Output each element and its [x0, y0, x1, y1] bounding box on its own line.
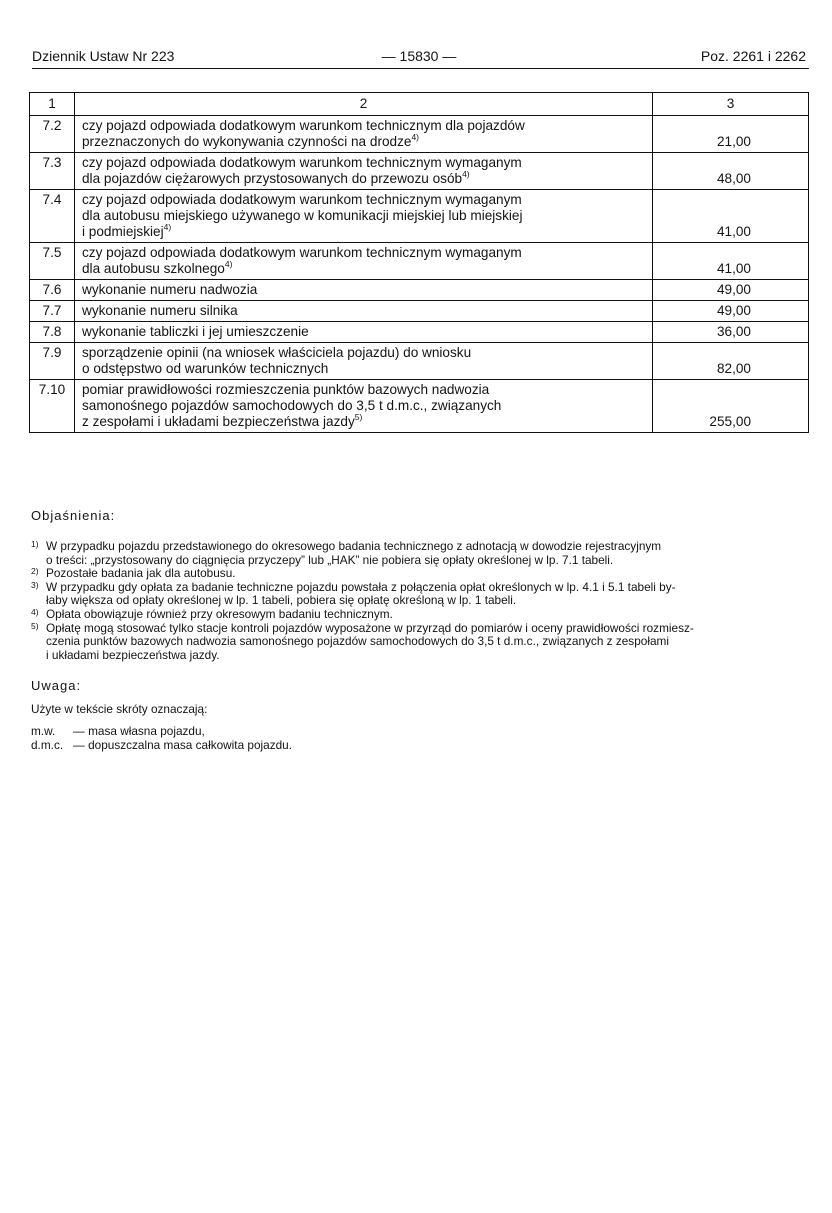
description-line: dla autobusu miejskiego używanego w komunikacji miejskiej lub miejskiej [82, 208, 523, 223]
table-row [30, 322, 809, 343]
row-fee: 49,00 [653, 280, 809, 301]
row-number: 7.7 [30, 301, 75, 322]
fee-table [29, 92, 809, 433]
footnote [31, 608, 811, 622]
abbreviation-list [31, 724, 811, 752]
description-line [82, 134, 646, 150]
footnote [31, 581, 811, 608]
row-number: 7.3 [30, 153, 75, 190]
row-description [75, 243, 653, 280]
row-number: 7.8 [30, 322, 75, 343]
page-number: — 15830 — [381, 48, 457, 64]
description-line: o odstępstwo od warunków technicznych [82, 361, 329, 376]
description-text: dla pojazdów ciężarowych przystosowanych do przewozu osób [82, 171, 463, 186]
footnote-mark: 4) [31, 606, 39, 617]
row-fee: 41,00 [653, 243, 809, 280]
description-line: wykonanie numeru nadwozia [82, 282, 258, 297]
position-reference: Poz. 2261 i 2262 [700, 48, 806, 64]
row-number: 7.5 [30, 243, 75, 280]
row-description [75, 343, 653, 380]
description-text: dla autobusu szkolnego [82, 261, 225, 276]
row-number: 7.10 [30, 380, 75, 433]
row-description [75, 116, 653, 153]
table-header-row [30, 93, 809, 116]
description-line [82, 261, 646, 277]
table-row [30, 153, 809, 190]
row-description [75, 301, 653, 322]
table-row [30, 243, 809, 280]
description-line [82, 171, 646, 187]
table-row [30, 190, 809, 243]
description-line: czy pojazd odpowiada dodatkowym warunkom technicznym wymaganym [82, 155, 522, 170]
row-number: 7.4 [30, 190, 75, 243]
footnote-line: W przypadku pojazdu przedstawionego do okresowego badania technicznego z adnotacją w dowodzie rejestracyjnym [46, 539, 662, 553]
row-description [75, 153, 653, 190]
table-row [30, 343, 809, 380]
abbreviations-intro: Użyte w tekście skróty oznaczają: [31, 702, 208, 717]
journal-title: Dziennik Ustaw Nr 223 [32, 48, 175, 64]
table-row [30, 280, 809, 301]
explanations-title: Objaśnienia: [31, 508, 116, 523]
footnote-line: łaby większa od opłaty określonej w lp. 1 tabeli, pobiera się opłatę określoną w lp. 1 tabeli. [46, 593, 517, 608]
row-description [75, 380, 653, 433]
footnote-marker: 4) [224, 259, 233, 269]
footnote-marker: 5) [354, 412, 363, 422]
footnote-mark: 3) [31, 579, 39, 590]
description-line: samonośnego pojazdów samochodowych do 3,5 t d.m.c., związanych [82, 398, 502, 413]
row-number: 7.6 [30, 280, 75, 301]
footnote-line: czenia punktów bazowych nadwozia samonośnego pojazdów samochodowych do 3,5 t d.m.c., związanych z zespołami [46, 634, 669, 649]
description-line: wykonanie tabliczki i jej umieszczenie [82, 324, 309, 339]
abbreviation-text: — masa własna pojazdu, [73, 724, 205, 739]
description-line: czy pojazd odpowiada dodatkowym warunkom technicznym wymaganym [82, 245, 522, 260]
abbreviation-text: — dopuszczalna masa całkowita pojazdu. [73, 738, 293, 753]
abbreviation-key: d.m.c. [31, 738, 64, 753]
footnote-list [31, 540, 811, 662]
footnote-line: W przypadku gdy opłata za badanie techniczne pojazdu powstała z połączenia opłat określonych w lp. 4.1 i 5.1 tabeli by- [46, 579, 676, 594]
description-line: czy pojazd odpowiada dodatkowym warunkom technicznym wymaganym [82, 192, 522, 207]
footnote-mark: 2) [31, 566, 39, 577]
footnote [31, 567, 811, 581]
description-line [82, 414, 646, 430]
abbreviation-item [31, 724, 811, 738]
row-fee: 48,00 [653, 153, 809, 190]
row-number: 7.9 [30, 343, 75, 380]
footnote-marker: 4) [163, 222, 172, 232]
footnote-marker: 4) [462, 169, 470, 179]
page-header [32, 46, 806, 68]
footnote-line: Opłatę mogą stosować tylko stacje kontroli pojazdów wyposażone w przyrząd do pomiarów i oceny prawidłowości rozmiesz- [46, 620, 694, 635]
description-text: i podmiejskiej [82, 224, 164, 239]
description-line: sporządzenie opinii (na wniosek właściciela pojazdu) do wniosku [82, 345, 472, 360]
footnote-marker: 4) [411, 132, 420, 142]
table-row [30, 301, 809, 322]
row-description [75, 322, 653, 343]
row-fee: 82,00 [653, 343, 809, 380]
row-fee: 21,00 [653, 116, 809, 153]
footnote [31, 622, 811, 663]
table-row [30, 116, 809, 153]
description-text: przeznaczonych do wykonywania czynności na drodze [82, 134, 412, 149]
abbreviation-key: m.w. [31, 724, 56, 739]
footnote-line: Opłata obowiązuje również przy okresowym badaniu technicznym. [46, 606, 393, 621]
footnote-line: i układami bezpieczeństwa jazdy. [46, 647, 220, 662]
column-header: 2 [75, 93, 653, 116]
note-title: Uwaga: [31, 678, 82, 694]
description-line: pomiar prawidłowości rozmieszczenia punktów bazowych nadwozia [82, 382, 490, 397]
footnote-line: Pozostałe badania jak dla autobusu. [46, 566, 236, 581]
table-row [30, 380, 809, 433]
footnote-mark: 5) [31, 620, 39, 631]
row-fee: 255,00 [653, 380, 809, 433]
header-rule [32, 68, 809, 69]
notes-section [31, 508, 811, 752]
description-line [82, 224, 646, 240]
description-line: wykonanie numeru silnika [82, 303, 238, 318]
footnote-mark: 1) [31, 539, 39, 549]
footnote-line: o treści: „przystosowany do ciągnięcia przyczepy” lub „HAK” nie pobiera się opłaty określonej w lp. 7.1 tabeli. [46, 552, 614, 567]
abbreviation-item [31, 738, 811, 752]
description-text: z zespołami i układami bezpieczeństwa jazdy [82, 414, 355, 429]
column-header: 3 [653, 93, 809, 116]
row-number: 7.2 [30, 116, 75, 153]
row-fee: 49,00 [653, 301, 809, 322]
row-fee: 41,00 [653, 190, 809, 243]
description-line: czy pojazd odpowiada dodatkowym warunkom technicznym dla pojazdów [82, 118, 525, 133]
row-description [75, 190, 653, 243]
row-description [75, 280, 653, 301]
row-fee: 36,00 [653, 322, 809, 343]
footnote [31, 540, 811, 567]
column-header: 1 [30, 93, 75, 116]
